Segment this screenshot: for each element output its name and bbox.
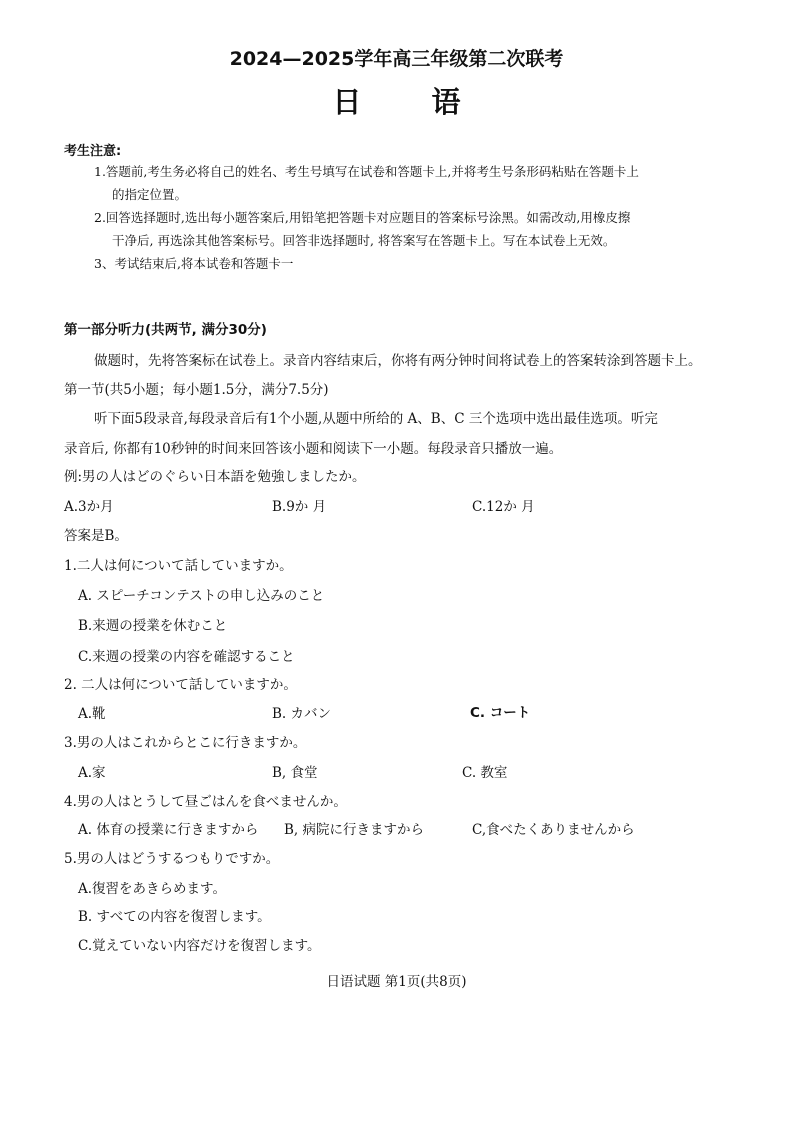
notice-item-2-line-2: 干净后, 再选涂其他答案标号。回答非选择题时, 将答案写在答题卡上。写在本试卷上无效。 (112, 233, 616, 248)
question-4-option-c: C,食べたくありませんから (472, 822, 635, 838)
question-5-option-c: C.覚えていない内容だけを復習します。 (78, 938, 321, 954)
notice-item-1-line-2: 的指定位置。 (112, 187, 188, 202)
instruction-line-2: 录音后, 你都有10秒钟的时间来回答该小题和阅读下一小题。每段录音只播放一遍。 (64, 441, 563, 457)
question-1-option-c: C.来週の授業の内容を確認すること (78, 649, 295, 665)
page-footer: 日语试题 第1页(共8页) (326, 974, 467, 990)
question-2-stem: 2. 二人は何について話していますか。 (64, 677, 297, 693)
exam-subject: 日 语 (332, 85, 491, 119)
example-answer: 答案是B。 (64, 528, 128, 544)
example-option-a: A.3か月 (64, 499, 114, 515)
question-3-option-b: B, 食堂 (272, 765, 318, 781)
question-3-option-c: C. 教室 (462, 765, 508, 781)
notice-item-3: 3、考试结束后,将本试卷和答题卡一 (94, 256, 294, 271)
notice-item-1-line-1: 1.答题前,考生务必将自己的姓名、考生号填写在试卷和答题卡上,并将考生号条形码粘贴在答题卡上 (94, 164, 639, 179)
question-3-option-a: A.家 (78, 765, 106, 781)
question-2-option-b: B. カバン (272, 706, 332, 722)
section1-heading: 第一节(共5小题；每小题1.5分，满分7.5分) (64, 382, 329, 398)
notice-item-2-line-1: 2.回答选择题时,选出每小题答案后,用铅笔把答题卡对应题目的答案标号涂黑。如需改动,用橡皮擦 (94, 210, 631, 225)
example-option-c: C.12か 月 (472, 499, 535, 515)
question-1-option-a: A. スピーチコンテストの申し込みのこと (78, 588, 325, 604)
question-2-option-a: A.靴 (78, 706, 106, 722)
example-option-b: B.9か 月 (272, 499, 327, 515)
question-3-stem: 3.男の人はこれからとこに行きますか。 (64, 735, 307, 751)
question-4-option-b: B, 病院に行きますから (284, 822, 425, 838)
question-4-stem: 4.男の人はとうして昼ごはんを食べませんか。 (64, 794, 347, 810)
question-5-option-b: B. すべての内容を復習します。 (78, 909, 271, 925)
question-2-option-c: C. コート (470, 705, 531, 721)
instruction-line-1: 听下面5段录音,每段录音后有1个小题,从题中所给的 A、B、C 三个选项中选出最佳选项。听完 (94, 411, 658, 427)
question-5-option-a: A.復習をあきらめます。 (78, 881, 226, 897)
part1-intro: 做题时，先将答案标在试卷上。录音内容结束后，你将有两分钟时间将试卷上的答案转涂到答题卡上。 (94, 353, 702, 369)
question-5-stem: 5.男の人はどうするつもりですか。 (64, 851, 280, 867)
example-question: 例:男の人はどのぐらい日本語を勉強しましたか。 (64, 469, 366, 485)
question-1-stem: 1.二人は何について話していますか。 (64, 558, 293, 574)
notice-heading: 考生注意: (64, 144, 122, 159)
part1-heading: 第一部分听力(共两节, 满分30分) (64, 322, 267, 338)
question-4-option-a: A. 体育の授業に行きますから (78, 822, 259, 838)
question-1-option-b: B.来週の授業を休むこと (78, 618, 228, 634)
exam-title: 2024—2025学年高三年级第二次联考 (229, 48, 564, 70)
